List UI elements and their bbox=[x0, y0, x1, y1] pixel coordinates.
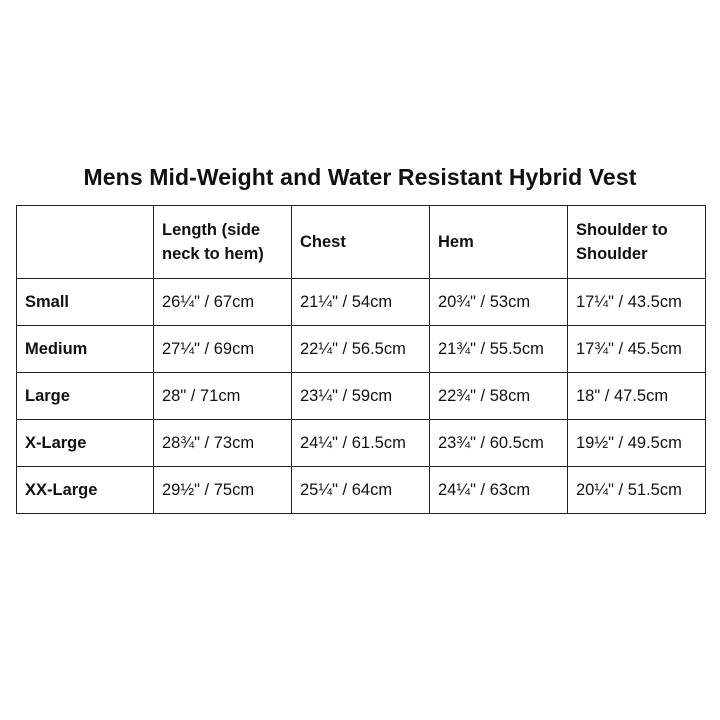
chest-cell: 22¼" / 56.5cm bbox=[292, 326, 430, 373]
size-label: X-Large bbox=[17, 420, 154, 467]
chest-cell: 23¼" / 59cm bbox=[292, 373, 430, 420]
hem-cell: 21¾" / 55.5cm bbox=[430, 326, 568, 373]
header-cell-hem: Hem bbox=[430, 206, 568, 279]
size-label: Medium bbox=[17, 326, 154, 373]
header-cell-shoulder: Shoulder to Shoulder bbox=[568, 206, 706, 279]
shoulder-cell: 17¾" / 45.5cm bbox=[568, 326, 706, 373]
shoulder-cell: 17¼" / 43.5cm bbox=[568, 279, 706, 326]
table-row bbox=[17, 467, 706, 514]
header-cell-size bbox=[17, 206, 154, 279]
hem-cell: 23¾" / 60.5cm bbox=[430, 420, 568, 467]
table-row bbox=[17, 420, 706, 467]
table-row bbox=[17, 326, 706, 373]
shoulder-cell: 20¼" / 51.5cm bbox=[568, 467, 706, 514]
chest-cell: 24¼" / 61.5cm bbox=[292, 420, 430, 467]
table-header-row bbox=[17, 206, 706, 279]
table-row bbox=[17, 279, 706, 326]
hem-cell: 24¼" / 63cm bbox=[430, 467, 568, 514]
size-label: XX-Large bbox=[17, 467, 154, 514]
length-cell: 28" / 71cm bbox=[154, 373, 292, 420]
chest-cell: 25¼" / 64cm bbox=[292, 467, 430, 514]
length-cell: 29½" / 75cm bbox=[154, 467, 292, 514]
length-cell: 27¼" / 69cm bbox=[154, 326, 292, 373]
length-cell: 28¾" / 73cm bbox=[154, 420, 292, 467]
length-cell: 26¼" / 67cm bbox=[154, 279, 292, 326]
size-label: Large bbox=[17, 373, 154, 420]
page-title: Mens Mid-Weight and Water Resistant Hybrid Vest bbox=[83, 164, 637, 190]
chest-cell: 21¼" / 54cm bbox=[292, 279, 430, 326]
size-chart-table bbox=[16, 205, 706, 514]
hem-cell: 22¾" / 58cm bbox=[430, 373, 568, 420]
shoulder-cell: 19½" / 49.5cm bbox=[568, 420, 706, 467]
size-label: Small bbox=[17, 279, 154, 326]
table-row bbox=[17, 373, 706, 420]
header-cell-chest: Chest bbox=[292, 206, 430, 279]
header-cell-length: Length (side neck to hem) bbox=[154, 206, 292, 279]
shoulder-cell: 18" / 47.5cm bbox=[568, 373, 706, 420]
hem-cell: 20¾" / 53cm bbox=[430, 279, 568, 326]
